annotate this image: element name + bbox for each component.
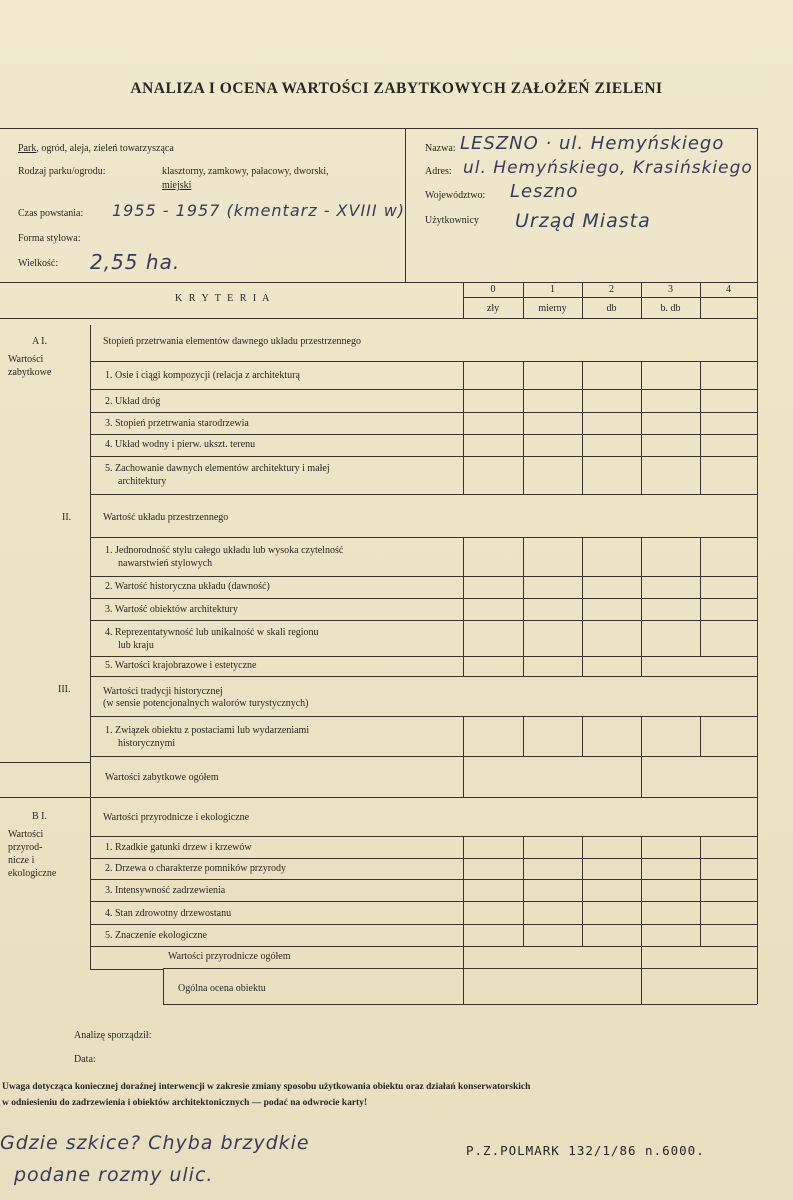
col-line [582, 836, 583, 946]
group-iii-item-1b: historycznymi [118, 738, 176, 749]
group-b-title: Wartości przyrodnicze i ekologiczne [103, 812, 250, 823]
row-line [90, 858, 757, 859]
row-line [90, 537, 757, 538]
col-line [641, 716, 642, 756]
header-divider [405, 128, 406, 282]
section-a-label2: zabytkowe [8, 367, 52, 378]
score-0: 0 [490, 284, 496, 295]
group-ii-item-4b: lub kraju [118, 640, 154, 651]
section-a-label1: Wartości [8, 354, 44, 365]
park-label: Park, ogród, aleja, zieleń towarzysząca [18, 143, 174, 154]
row-line [90, 389, 757, 390]
row-line [90, 434, 757, 435]
frame-right-line [757, 128, 758, 1004]
print-code: P.Z.POLMARK 132/1/86 n.6000. [466, 1143, 705, 1158]
row-line [90, 676, 757, 677]
row-line [90, 946, 757, 947]
group-ii-item-1: 1. Jednorodność stylu całego układu lub wysoka czytelność [105, 545, 344, 556]
forma-label: Forma stylowa: [18, 233, 81, 244]
hand-note-2: podane rozmy ulic. [14, 1164, 214, 1186]
col-line [523, 361, 524, 494]
score-label-3: b. db [660, 303, 681, 314]
row-line [90, 901, 757, 902]
score-label-0: zły [486, 303, 500, 314]
col-line [463, 716, 464, 756]
section-b-label2: przyrod- [8, 842, 43, 853]
row-line [90, 756, 757, 757]
uzyt-value: Urząd Miasta [515, 210, 651, 232]
row-line [90, 879, 757, 880]
group-b-item-1: 1. Rzadkie gatunki drzew i krzewów [105, 842, 252, 853]
rodzaj-options: klasztorny, zamkowy, pałacowy, dworski, [162, 166, 329, 177]
score-label-1: mierny [538, 303, 567, 314]
nazwa-label: Nazwa: [425, 143, 456, 154]
row-line [90, 456, 757, 457]
col-line [463, 968, 464, 1004]
row-line [90, 620, 757, 621]
group-ii-item-1b: nawarstwień stylowych [118, 558, 213, 569]
kryteria-heading: K R Y T E R I A [175, 293, 272, 304]
group-i-item-3: 3. Stopień przetrwania starodrzewia [105, 418, 249, 429]
group-ii-item-4: 4. Reprezentatywność lub unikalność w skali regionu [105, 627, 319, 638]
czas-value: 1955 - 1957 (kmentarz - XVIII w) [112, 201, 406, 220]
group-ii-item-3: 3. Wartość obiektów architektury [105, 604, 238, 615]
rodzaj-selected: miejski [162, 180, 192, 191]
group-i-item-1: 1. Osie i ciągi kompozycji (relacja z architekturą [105, 370, 300, 381]
adres-label: Adres: [425, 166, 452, 177]
score-4: 4 [726, 284, 731, 295]
rodzaj-label: Rodzaj parku/ogrodu: [18, 166, 106, 177]
score-3: 3 [668, 284, 673, 295]
group-i-item-4: 4. Układ wodny i pierw. ukszt. terenu [105, 439, 256, 450]
group-i-item-2: 2. Układ dróg [105, 396, 161, 407]
hdr-col-line [700, 282, 701, 318]
row-line [90, 656, 757, 657]
hand-note-1: Gdzie szkice? Chyba brzydkie [0, 1132, 310, 1154]
col-line [582, 716, 583, 756]
col-line [523, 716, 524, 756]
uwaga-line1: Uwaga dotycząca koniecznej doraźnej interwencji w zakresie zmiany sposobu użytkowania obiektu oraz działań konserwatorskich [2, 1082, 531, 1092]
group-b-item-2: 2. Drzewa o charakterze pomników przyrody [105, 863, 287, 874]
analize-label: Analizę sporządził: [74, 1030, 152, 1041]
wielkosc-label: Wielkość: [18, 258, 59, 269]
uzyt-label: Użytkownicy [425, 215, 479, 226]
row-line [90, 412, 757, 413]
hdr-col-line [641, 282, 642, 318]
adres-value: ul. Hemyńskiego, Krasińskiego [463, 158, 753, 178]
woj-value: Leszno [510, 181, 579, 202]
row-line [90, 494, 757, 495]
criteria-left-line [90, 325, 91, 969]
group-iii-roman: III. [58, 684, 71, 695]
col-line [700, 836, 701, 946]
section-b-label1: Wartości [8, 829, 44, 840]
score-1: 1 [550, 284, 555, 295]
score-label-2: db [606, 303, 617, 314]
data-label: Data: [74, 1054, 96, 1065]
group-b-item-4: 4. Stan zdrowotny drzewostanu [105, 908, 232, 919]
header-bottom-line [0, 282, 757, 283]
group-iii-title2: (w sensie potencjonalnych walorów turystycznych) [103, 698, 309, 709]
score-2: 2 [609, 284, 614, 295]
group-iii-title1: Wartości tradycji historycznej [103, 686, 223, 697]
row-line [90, 797, 757, 798]
overall-left-line [163, 969, 164, 1004]
score-header-mid-line [463, 297, 757, 298]
group-i-item-5b: architektury [118, 476, 167, 487]
overall-bottom-line [163, 1004, 757, 1005]
section-a-letter: A I. [32, 336, 47, 347]
col-line [463, 537, 464, 676]
group-i-item-5: 5. Zachowanie dawnych elementów architektury i małej [105, 463, 330, 474]
hdr-col-line [582, 282, 583, 318]
section-ab-divider [0, 797, 90, 798]
woj-label: Województwo: [425, 190, 486, 201]
group-b-item-3: 3. Intensywność zadrzewienia [105, 885, 226, 896]
col-line [463, 836, 464, 946]
section-b-letter: B I. [32, 811, 47, 822]
col-line [463, 361, 464, 494]
row-line [90, 836, 757, 837]
col-line [641, 946, 642, 1004]
czas-label: Czas powstania: [18, 208, 84, 219]
col-line [641, 361, 642, 494]
col-line [700, 537, 701, 656]
frame-top-line [0, 128, 757, 129]
row-line [163, 968, 757, 969]
summary-b: Wartości przyrodnicze ogółem [168, 951, 291, 962]
page-title: ANALIZA I OCENA WARTOŚCI ZABYTKOWYCH ZAŁOŻEŃ ZIELENI [130, 80, 663, 97]
nazwa-value: LESZNO · ul. Hemyńskiego [460, 133, 725, 154]
section-b-label4: ekologiczne [8, 868, 57, 879]
row-line [90, 361, 757, 362]
row-line [90, 924, 757, 925]
hdr-col-line [523, 282, 524, 318]
group-ii-item-2: 2. Wartość historyczna układu (dawność) [105, 581, 270, 592]
group-b-item-5: 5. Znaczenie ekologiczne [105, 930, 207, 941]
section-b-label3: nicze i [8, 855, 35, 866]
group-ii-item-5: 5. Wartości krajobrazowe i estetyczne [105, 660, 257, 671]
col-line [523, 836, 524, 946]
col-line [463, 756, 464, 797]
hdr-col-line [463, 282, 464, 318]
col-line [463, 946, 464, 968]
col-line [582, 361, 583, 494]
row-line [90, 716, 757, 717]
section-a-tail-line [0, 762, 90, 763]
col-line [700, 716, 701, 756]
group-ii-title: Wartość układu przestrzennego [103, 512, 229, 523]
col-line [641, 756, 642, 797]
group-ii-roman: II. [62, 512, 72, 523]
col-line [582, 537, 583, 676]
col-line [641, 836, 642, 946]
col-line [523, 537, 524, 676]
kryteria-bottom-line [0, 318, 757, 319]
summary-b-bottom [90, 969, 163, 970]
uwaga-line2: w odniesieniu do zadrzewienia i obiektów architektonicznych — podać na odwrocie karty! [2, 1098, 368, 1108]
row-line [90, 598, 757, 599]
group-iii-item-1: 1. Związek obiektu z postaciami lub wydarzeniami [105, 725, 310, 736]
col-line [641, 537, 642, 676]
summary-a: Wartości zabytkowe ogółem [105, 772, 219, 783]
row-line [90, 576, 757, 577]
col-line [700, 361, 701, 494]
group-i-title: Stopień przetrwania elementów dawnego układu przestrzennego [103, 336, 361, 347]
overall-label: Ogólna ocena obiektu [178, 983, 266, 994]
wielkosc-value: 2,55 ha. [90, 250, 181, 274]
